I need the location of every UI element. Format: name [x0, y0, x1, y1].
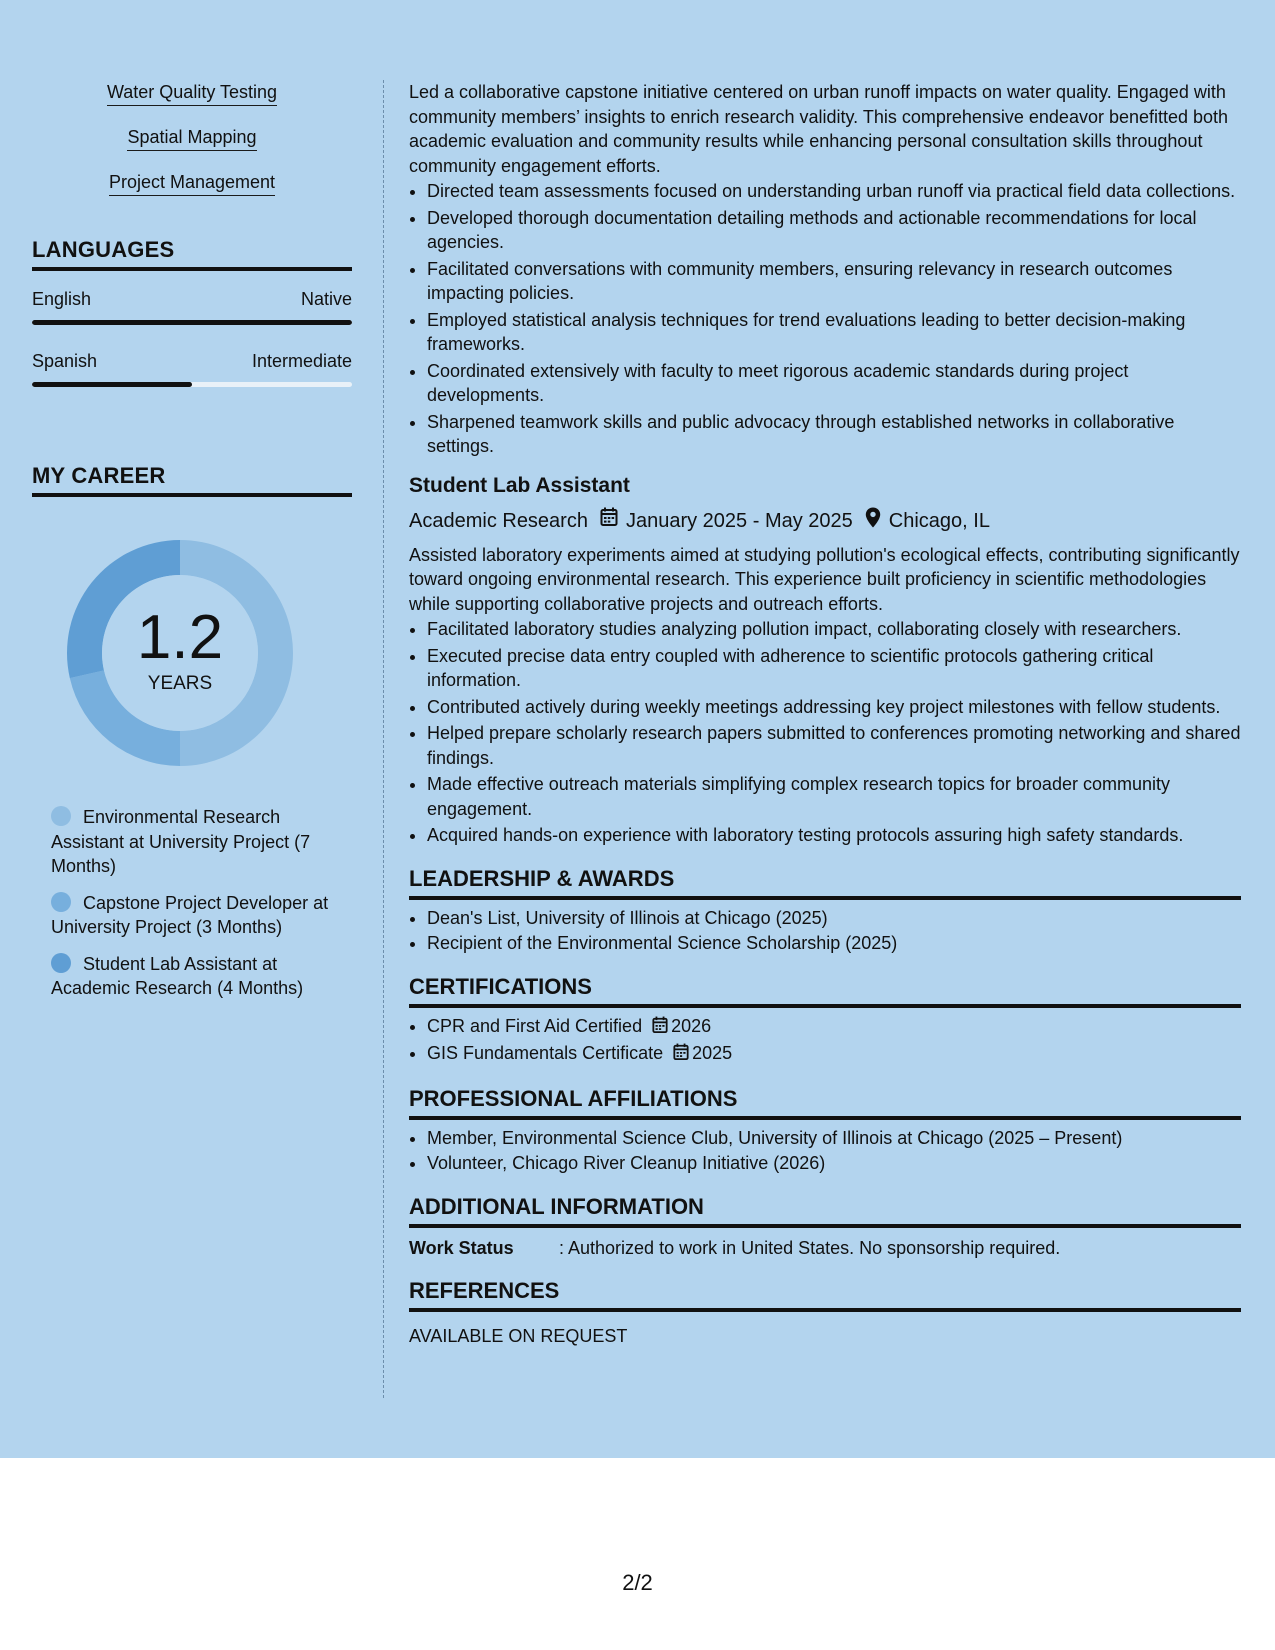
calendar-icon: [600, 507, 618, 534]
career-unit-label: YEARS: [147, 673, 213, 694]
job-title: Student Lab Assistant: [409, 473, 630, 497]
career-legend-item: [51, 891, 341, 940]
language-level: Intermediate: [251, 351, 352, 371]
list-item: • Dean's List, University of Illinois at Chicago (2025): [427, 906, 1241, 931]
certifications-list: [409, 1014, 1241, 1068]
legend-dot-icon: [51, 953, 71, 973]
career-total-years: 1.2: [136, 603, 224, 672]
skill-item: Spatial Mapping: [127, 125, 256, 151]
work-status-value: : Authorized to work in United States. No sponsorship required.: [559, 1237, 1061, 1258]
additional-info-heading: ADDITIONAL INFORMATION: [409, 1194, 1241, 1228]
career-legend-item: [51, 805, 341, 879]
skill-item: Water Quality Testing: [107, 80, 277, 106]
certification-year: 2026: [671, 1015, 712, 1036]
calendar-icon: [673, 1043, 689, 1068]
leadership-list: [409, 906, 1241, 956]
languages-heading: LANGUAGES: [32, 237, 352, 271]
job-location: Chicago, IL: [888, 509, 990, 532]
list-item: • Facilitated laboratory studies analyzing pollution impact, collaborating closely with researchers.: [427, 617, 1241, 642]
work-status-label: Work Status: [409, 1237, 514, 1258]
legend-label: Capstone Project Developer at University Project (3 Months): [51, 892, 329, 937]
certification-item: [427, 1014, 1241, 1041]
language-proficiency-fill: [32, 320, 352, 325]
career-heading: MY CAREER: [32, 463, 352, 497]
job-meta: [409, 507, 1241, 535]
capstone-bullets: [409, 179, 1241, 459]
legend-dot-icon: [51, 892, 71, 912]
career-donut-chart: [66, 539, 294, 767]
job-bullets: [409, 617, 1241, 848]
certification-year: 2025: [692, 1043, 733, 1063]
list-item: • Helped prepare scholarly research papers submitted to conferences promoting networking and shared findings.: [427, 721, 1241, 770]
language-proficiency-bar: [32, 382, 352, 387]
language-proficiency-fill: [32, 382, 192, 387]
list-item: • Sharpened teamwork skills and public advocacy through established networks in collaborative settings.: [427, 410, 1241, 459]
sidebar: [32, 80, 352, 1013]
job-dates: January 2025 - May 2025: [625, 509, 853, 532]
job-summary: Assisted laboratory experiments aimed at studying pollution's ecological effects, contributing significantly toward ongoing environmental research. This experience built proficiency in scientific methodologies while supporting collaborative projects and outreach efforts.: [409, 544, 1240, 614]
references-heading: REFERENCES: [409, 1278, 1241, 1312]
list-item: • Facilitated conversations with community members, ensuring relevancy in research outcomes impacting policies.: [427, 257, 1241, 306]
skills-list: [32, 80, 352, 196]
language-name: Spanish: [32, 351, 98, 371]
affiliations-heading: PROFESSIONAL AFFILIATIONS: [409, 1086, 1241, 1120]
list-item: • Contributed actively during weekly meetings addressing key project milestones with fellow students.: [427, 695, 1241, 720]
language-spanish: [32, 351, 352, 387]
legend-label: Student Lab Assistant at Academic Research (4 Months): [51, 953, 304, 998]
job-company: Academic Research: [409, 509, 588, 532]
list-item: • Recipient of the Environmental Science Scholarship (2025): [427, 931, 1241, 956]
list-item: • Directed team assessments focused on understanding urban runoff via practical field data collections.: [427, 179, 1241, 204]
work-status-row: [409, 1236, 1241, 1261]
list-item: • Member, Environmental Science Club, University of Illinois at Chicago (2025 – Present): [427, 1126, 1241, 1151]
references-text: AVAILABLE ON REQUEST: [409, 1326, 628, 1346]
skill-item: Project Management: [109, 170, 275, 196]
career-legend-item: [51, 952, 341, 1001]
affiliations-list: [409, 1126, 1241, 1176]
language-english: [32, 289, 352, 325]
certification-name: CPR and First Aid Certified: [427, 1015, 643, 1036]
language-level: Native: [300, 289, 352, 309]
certification-name: GIS Fundamentals Certificate: [427, 1043, 664, 1063]
certification-item: [427, 1041, 1241, 1068]
career-legend: [51, 805, 341, 1001]
location-pin-icon: [865, 507, 881, 535]
column-divider: [383, 80, 384, 1398]
list-item: • Executed precise data entry coupled with adherence to scientific protocols gathering critical information.: [427, 644, 1241, 693]
list-item: • Employed statistical analysis techniques for trend evaluations leading to better decision-making frameworks.: [427, 308, 1241, 357]
leadership-heading: LEADERSHIP & AWARDS: [409, 866, 1241, 900]
language-proficiency-bar: [32, 320, 352, 325]
capstone-summary: Led a collaborative capstone initiative centered on urban runoff impacts on water quality. Engaged with community members’ insights to enrich research validity. This comprehensive endeavor benefitted both academic evaluation and community results while enhancing personal consultation skills throughout community engagement efforts.: [409, 82, 1229, 176]
certifications-heading: CERTIFICATIONS: [409, 974, 1241, 1008]
calendar-icon: [652, 1016, 668, 1041]
legend-label: Environmental Research Assistant at University Project (7 Months): [51, 807, 311, 876]
list-item: • Coordinated extensively with faculty to meet rigorous academic standards during project developments.: [427, 359, 1241, 408]
list-item: • Made effective outreach materials simplifying complex research topics for broader community engagement.: [427, 772, 1241, 821]
list-item: • Acquired hands-on experience with laboratory testing protocols assuring high safety standards.: [427, 823, 1241, 848]
list-item: • Volunteer, Chicago River Cleanup Initiative (2026): [427, 1151, 1241, 1176]
page-number: 2/2: [622, 1570, 653, 1595]
legend-dot-icon: [51, 806, 71, 826]
main-content: [409, 80, 1241, 1349]
list-item: • Developed thorough documentation detailing methods and actionable recommendations for local agencies.: [427, 206, 1241, 255]
language-name: English: [32, 289, 92, 309]
